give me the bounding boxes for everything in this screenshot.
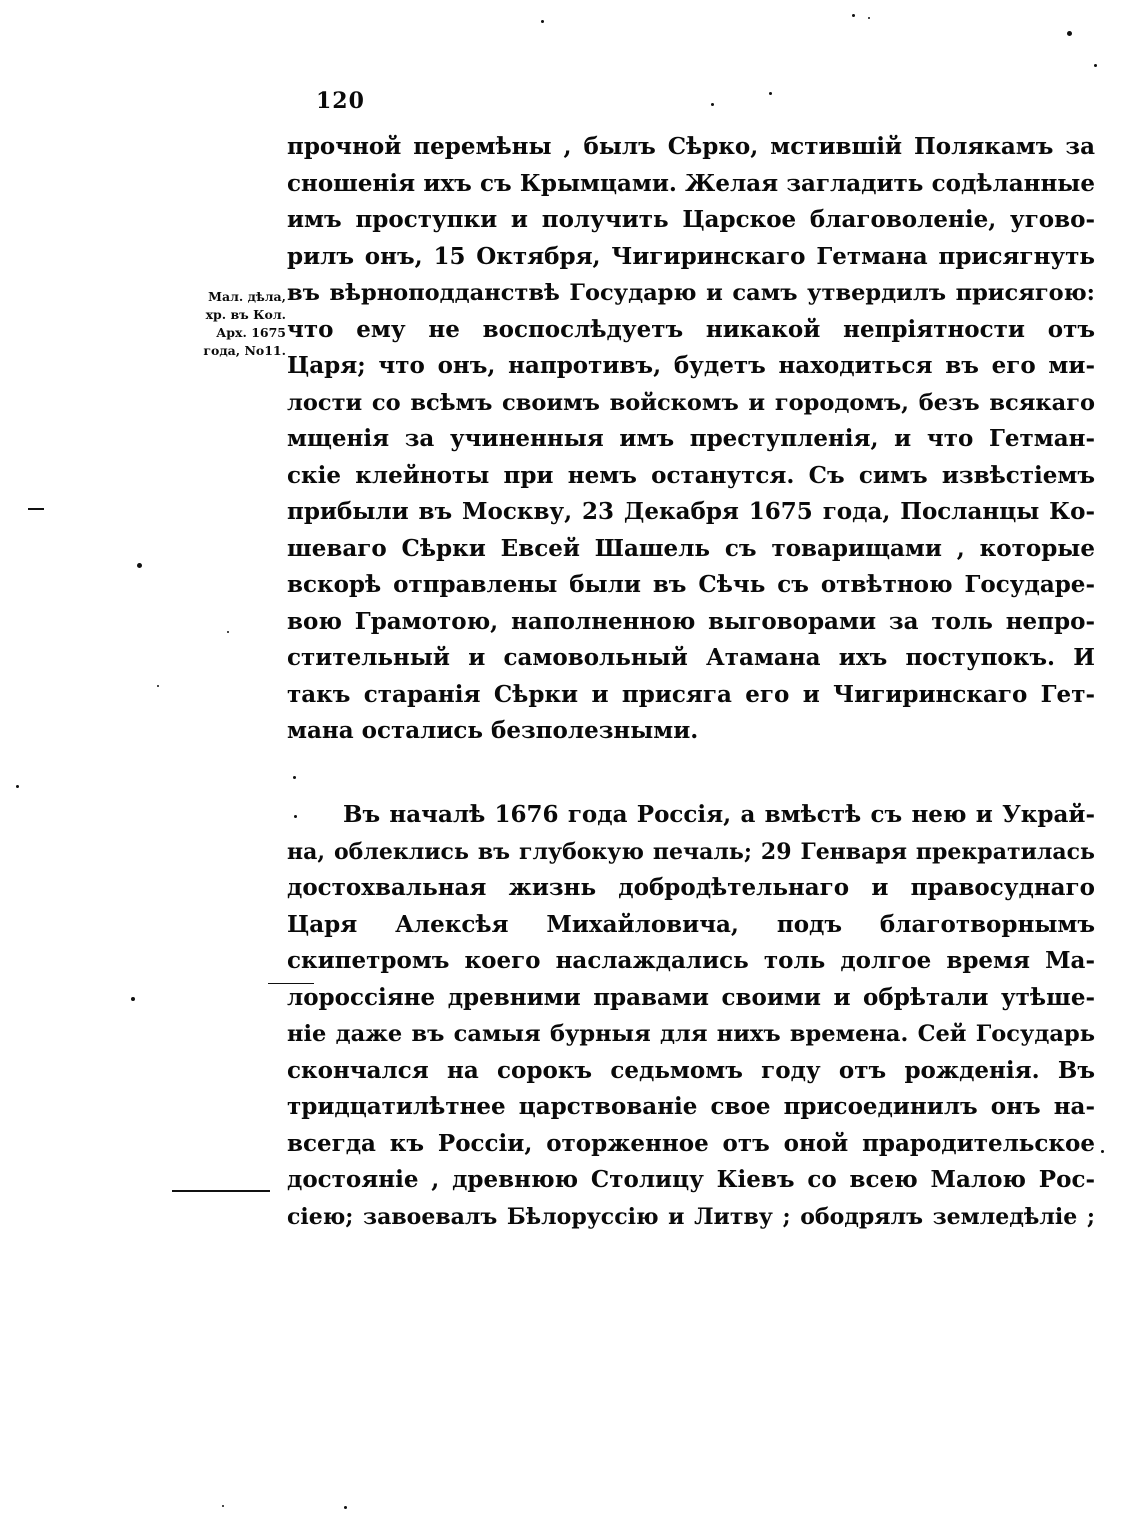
text-line: мана остались безполезными.	[287, 717, 699, 744]
scan-speck	[1101, 1150, 1104, 1153]
scan-speck	[541, 20, 544, 23]
paragraph-2	[287, 797, 1095, 1235]
scan-speck	[769, 92, 772, 95]
text-line: достохвальная жизнь добродѣтельнаго и правосуднаго	[287, 874, 1095, 901]
text-line: сношенія ихъ съ Крымцами. Желая загладить содѣланные	[287, 169, 1095, 197]
scan-speck	[16, 785, 19, 788]
text-line: всегда къ Россіи, оторженное отъ оной прародительское	[287, 1129, 1095, 1157]
text-line: достояніе , древнюю Столицу Кіевъ со всею Малою Рос-	[287, 1166, 1095, 1193]
scan-speck	[868, 17, 870, 19]
margin-note-line: Арх. 1675	[216, 325, 286, 340]
text-line: въ вѣрноподданствѣ Государю и самъ утвердилъ присягою:	[287, 280, 1095, 306]
scan-speck	[293, 776, 296, 779]
margin-rule	[268, 983, 314, 984]
text-line: скіе клейноты при немъ останутся. Съ симъ извѣстіемъ	[287, 461, 1095, 489]
text-line: скипетромъ коего наслаждались толь долгое время Ма-	[287, 947, 1095, 974]
margin-rule	[28, 508, 44, 510]
scan-speck	[1067, 31, 1072, 36]
scan-speck	[131, 997, 135, 1001]
margin-rule	[172, 1190, 270, 1192]
margin-note-line: хр. въ Кол.	[205, 307, 286, 322]
scan-speck	[852, 14, 855, 17]
text-line: лороссіяне древними правами своими и обрѣтали утѣше-	[287, 983, 1095, 1011]
page-number: 120	[316, 88, 365, 114]
text-line: ніе даже въ самыя бурныя для нихъ времена. Сей Государь	[287, 1021, 1095, 1047]
text-line: сіею; завоевалъ Бѣлоруссію и Литву ; ободрялъ земледѣліе ;	[287, 1203, 1095, 1230]
scan-speck	[344, 1506, 347, 1509]
text-line: на, облеклись въ глубокую печаль; 29 Генваря прекратилась	[287, 838, 1095, 865]
text-line: лости со всѣмъ своимъ войскомъ и городомъ, безъ всякаго	[287, 389, 1095, 416]
text-line: такъ старанія Сѣрки и присяга его и Чигиринскаго Гет-	[287, 680, 1095, 708]
text-line: мщенія за учиненныя имъ преступленія, и что Гетман-	[287, 425, 1095, 452]
text-line: что ему не воспослѣдуетъ никакой непріятности отъ	[287, 315, 1095, 343]
margin-note	[176, 288, 286, 360]
scan-speck	[222, 1505, 224, 1507]
margin-note-line: года, No11.	[203, 343, 286, 358]
scan-speck	[294, 815, 297, 818]
text-line: Въ началѣ 1676 года Россія, а вмѣстѣ съ нею и Украй-	[343, 801, 1095, 828]
text-line: вою Грамотою, наполненною выговорами за толь непро-	[287, 607, 1095, 635]
text-line: Царя; что онъ, напротивъ, будетъ находиться въ его ми-	[287, 352, 1095, 379]
text-line: рилъ онъ, 15 Октября, Чигиринскаго Гетмана присягнуть	[287, 242, 1095, 270]
scan-speck	[137, 563, 142, 568]
margin-note-line: Мал. дѣла,	[208, 289, 286, 304]
text-line: тридцатилѣтнее царствованіе свое присоединилъ онъ на-	[287, 1093, 1095, 1120]
paragraph-1	[287, 129, 1095, 750]
text-line: Царя Алексѣя Михайловича, подъ благотворнымъ	[287, 910, 1095, 938]
text-line: прибыли въ Москву, 23 Декабря 1675 года, Посланцы Ко-	[287, 498, 1095, 525]
text-line: имъ проступки и получить Царское благоволеніе, угово-	[287, 206, 1095, 233]
text-line: вскорѣ отправлены были въ Сѣчь съ отвѣтною Государе-	[287, 571, 1095, 598]
scan-speck	[227, 631, 229, 633]
text-line: скончался на сорокъ седьмомъ году отъ рожденія. Въ	[287, 1056, 1095, 1084]
scan-speck	[1094, 64, 1097, 67]
scan-speck	[711, 103, 714, 106]
scan-speck	[157, 685, 159, 687]
text-line: стительный и самовольный Атамана ихъ поступокъ. И	[287, 644, 1095, 671]
text-line: прочной перемѣны , былъ Сѣрко, мстившій Полякамъ за	[287, 133, 1095, 160]
text-line: шеваго Сѣрки Евсей Шашель съ товарищами , которые	[287, 534, 1095, 562]
